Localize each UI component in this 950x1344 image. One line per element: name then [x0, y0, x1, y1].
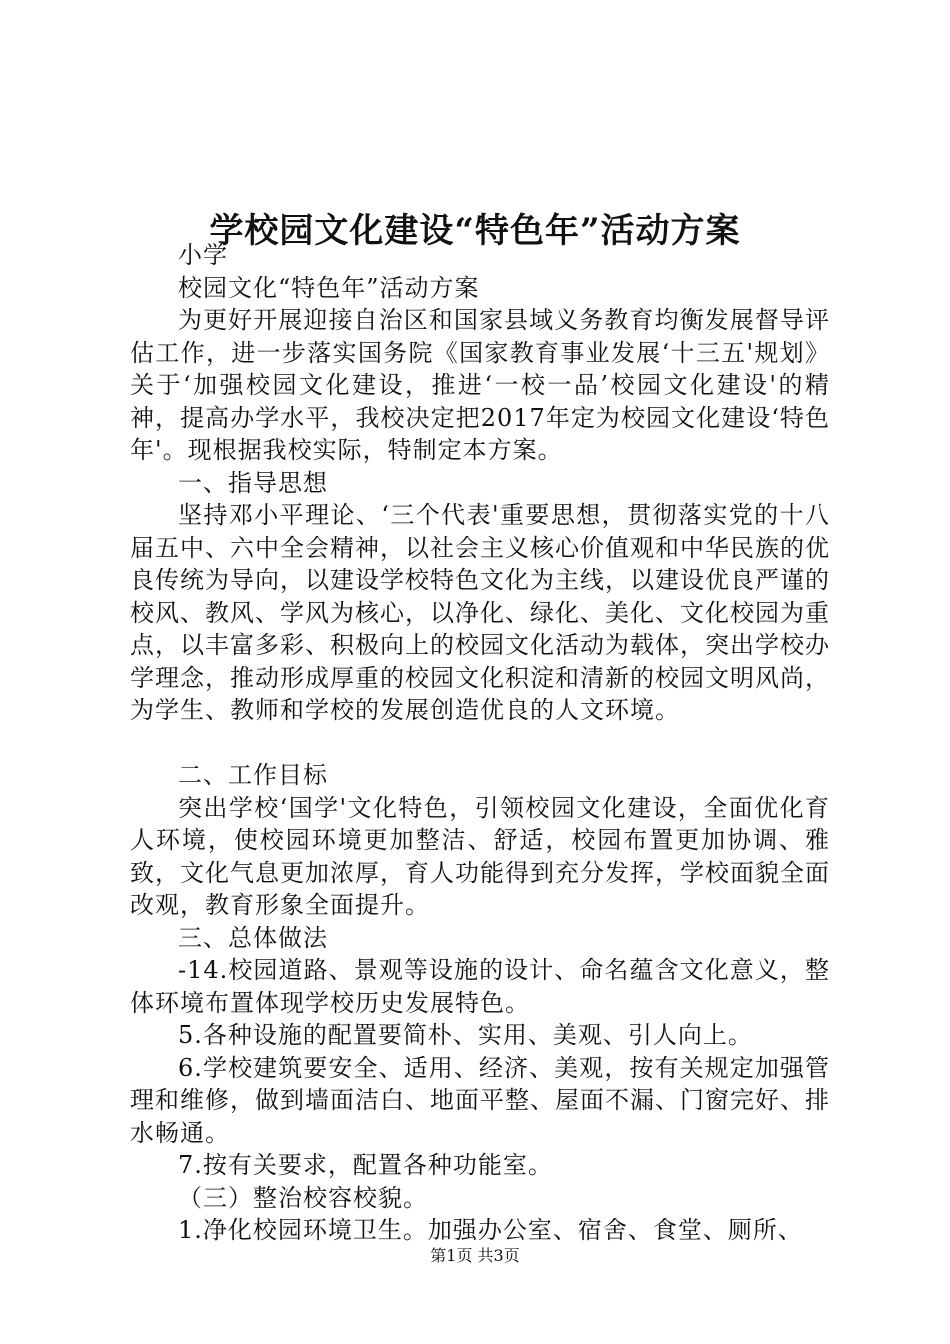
paragraph: 校园文化“特色年”活动方案	[178, 273, 480, 302]
paragraph: 小学	[178, 241, 228, 269]
list-item: 5.各种设施的配置要简朴、实用、美观、引人向上。	[178, 1021, 753, 1049]
section-heading: 一、指导思想	[178, 468, 328, 497]
paragraph: 突出学校‘国学'文化特色，引领校园文化建设，全面优化育人环境，使校园环境更加整洁、舒适，校园布置更加协调、雅致，文化气息更加浓厚，育人功能得到充分发挥，学校面貌全面改观，教育形象全面提升。	[130, 793, 830, 919]
document-title: 学校园文化建设“特色年”活动方案	[209, 210, 741, 251]
document-body	[130, 239, 830, 1247]
paragraph: 坚持邓小平理论、‘三个代表'重要思想，贯彻落实党的十八届五中、六中全会精神，以社会主义核心价值观和中华民族的优良传统为导向，以建设学校特色文化为主线，以建设优良严谨的校风、教风、学风为核心，以净化、绿化、美化、文化校园为重点，以丰富多彩、积极向上的校园文化活动为载体，突出学校办学理念，推动形成厚重的校园文化积淀和清新的校园文明风尚，为学生、教师和学校的发展创造优良的人文环境。	[130, 501, 830, 724]
page-number: 第1页 共3页	[430, 1246, 520, 1265]
section-heading: 三、总体做法	[178, 923, 328, 952]
list-item: 7.按有关要求，配置各种功能室。	[178, 1151, 553, 1179]
list-item: 6.学校建筑要安全、适用、经济、美观，按有关规定加强管理和维修，做到墙面洁白、地面平整、屋面不漏、门窗完好、排水畅通。	[130, 1053, 830, 1147]
list-item: -14.校园道路、景观等设施的设计、命名蕴含文化意义，整体环境布置体现学校历史发展特色。	[130, 956, 830, 1017]
paragraph: 为更好开展迎接自治区和国家县域义务教育均衡发展督导评估工作，进一步落实国务院《国家教育事业发展‘十三五'规划》关于‘加强校园文化建设，推进‘一校一品’校园文化建设'的精神，提高办学水平，我校决定把2017年定为校园文化建设‘特色年'。现根据我校实际，特制定本方案。	[130, 306, 830, 464]
section-heading: 二、工作目标	[178, 761, 328, 789]
blank-line	[130, 727, 830, 760]
subsection-heading: （三）整治校容校貌。	[178, 1183, 428, 1212]
list-item: 1.净化校园环境卫生。加强办公室、宿舍、食堂、厕所、	[178, 1216, 803, 1244]
